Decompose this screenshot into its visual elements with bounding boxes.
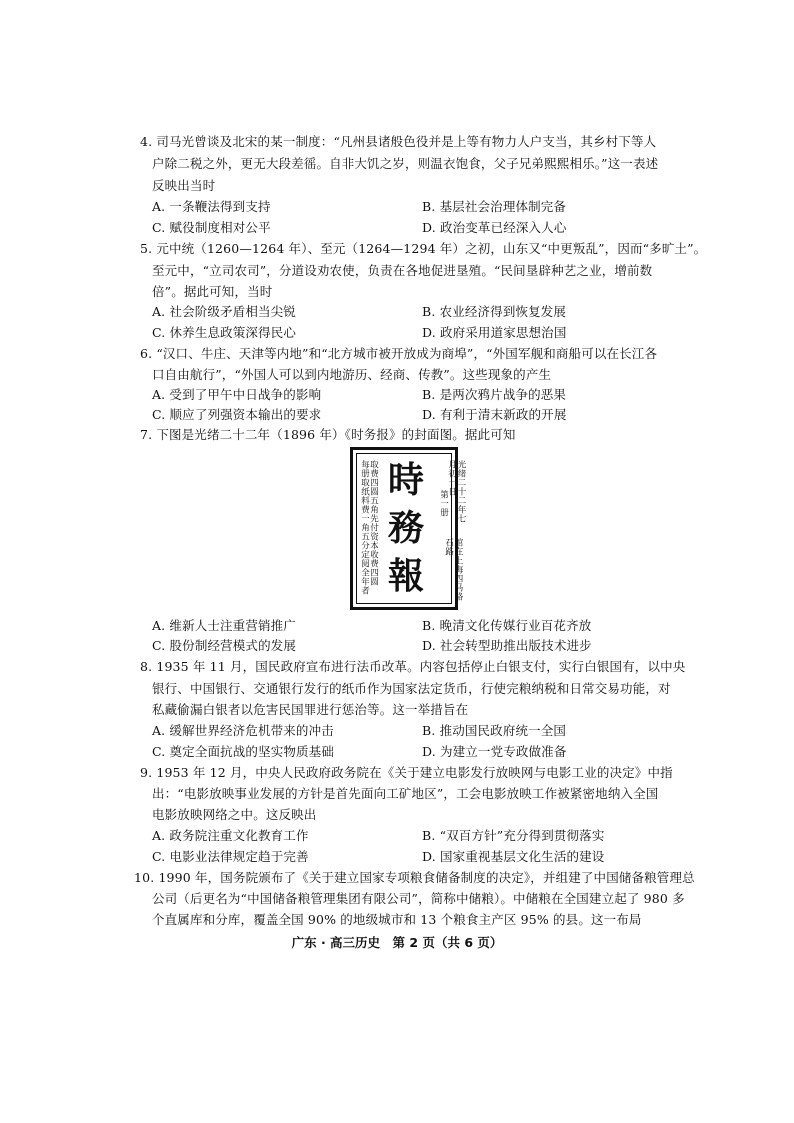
q8-stem-line-2: 银行、中国银行、交通银行发行的纸币作为国家法定货币，行使完粮纳税和日常交易功能，对 [152,681,671,696]
q6-option-c: C. 顺应了列强资本输出的要求 [152,407,322,422]
q9-stem-line-3: 电影放映网络之中。这反映出 [152,807,317,822]
q8-stem-line-3: 私藏偷漏白银者以危害民国罪进行惩治等。这一举措旨在 [152,702,469,717]
q7-option-b: B. 晚清文化传媒行业百花齐放 [422,618,592,633]
q5-option-d: D. 政府采用道家思想治国 [422,325,567,340]
q9-option-c: C. 电影业法律规定趋于完善 [152,849,309,864]
q5-option-a: A. 社会阶级矛盾相当尖锐 [152,304,296,319]
masthead-char-3: 報 [387,555,424,597]
q8-option-a: A. 缓解世界经济危机带来的冲击 [152,723,334,738]
q4-stem-line-1: 4. 司马光曾谈及北宋的某一制度：“凡州县诸般色役并是上等有物力人户支当，其乡村下等人 [140,134,657,149]
q6-option-d: D. 有利于清末新政的开展 [422,407,567,422]
cover-address-text: 馆在上海四马路石路 [443,538,463,601]
q4-option-b: B. 基层社会治理体制完备 [422,199,567,214]
cover-date-text: 光绪二十二年七月初一日 [446,460,466,523]
q10-stem-line-3: 个直属库和分库，覆盖全国 90% 的地级城市和 13 个粮食主产区 95% 的县。这一布局 [152,912,642,927]
masthead-char-1: 時 [387,459,424,501]
q5-stem-line-1: 5. 元中统（1260—1264 年）、至元（1264—1294 年）之初，山东又“中更叛乱”，因而“多旷土”。 [140,241,707,256]
q8-stem-line-1: 8. 1935 年 11 月，国民政府宣布进行法币改革。内容包括停止白银支付，实行白银国有，以中央 [140,659,686,674]
q9-stem-line-2: 出：“电影放映事业发展的方针是首先面向工矿地区”，工会电影放映工作被紧密地纳入全国 [152,786,659,801]
cover-price-text-2: 取费四圆五角先付资本收费四圆 [368,460,379,586]
q9-stem-line-1: 9. 1953 年 12 月，中央人民政府政务院在《关于建立电影发行放映网与电影工业的决定》中指 [140,765,673,780]
q6-stem-line-2: 口自由航行”，“外国人可以到内地游历、经商、传教”。这些现象的产生 [152,367,552,382]
q6-option-b: B. 是两次鸦片战争的恶果 [422,387,567,402]
cover-issue-text: 第一册 [438,490,449,517]
q6-stem-line-1: 6. “汉口、牛庄、天津等内地”和“北方城市被开放成为商埠”，“外国军舰和商船可以在长江各 [140,346,658,361]
shiwubao-cover-figure [350,447,466,610]
q5-stem-line-2: 至元中，“立司农司”，分道设劝农使，负责在各地促进垦殖。“民间垦辟种艺之业，增前数 [152,263,653,278]
q7-stem-line-1: 7. 下图是光绪二十二年（1896 年）《时务报》的封面图。据此可知 [140,427,516,442]
q8-option-c: C. 奠定全面抗战的坚实物质基础 [152,744,334,759]
q4-option-d: D. 政治变革已经深入人心 [422,220,567,235]
cover-price-text-1: 每册取纸料费一角五分定阅全年者 [359,460,370,595]
q7-option-d: D. 社会转型助推出版技术进步 [422,638,592,653]
q7-option-c: C. 股份制经营模式的发展 [152,638,297,653]
q9-option-b: B. “双百方针”充分得到贯彻落实 [422,828,605,843]
page-footer: 广东 · 高三历史 第 2 页（共 6 页） [291,935,503,950]
q4-option-c: C. 赋役制度相对公平 [152,220,271,235]
q10-stem-line-1: 10. 1990 年，国务院颁布了《关于建立国家专项粮食储备制度的决定》，并组建了中国储备粮管理总 [134,870,695,885]
q9-option-a: A. 政务院注重文化教育工作 [152,828,309,843]
q10-stem-line-2: 公司（后更名为“中国储备粮管理集团有限公司”，简称中储粮）。中储粮在全国建立起了 980 多 [152,891,685,906]
q4-stem-line-2: 户除二税之外，更无大段差徭。自非大饥之岁，则温衣饱食，父子兄弟熙熙相乐。”这一表述 [152,156,659,171]
masthead-char-2: 務 [387,507,424,549]
q4-option-a: A. 一条鞭法得到支持 [152,199,271,214]
q7-option-a: A. 维新人士注重营销推广 [152,618,296,633]
q8-option-d: D. 为建立一党专政做准备 [422,744,567,759]
q6-option-a: A. 受到了甲午中日战争的影响 [152,387,322,402]
q9-option-d: D. 国家重视基层文化生活的建设 [422,849,605,864]
q5-option-b: B. 农业经济得到恢复发展 [422,304,567,319]
q8-option-b: B. 推动国民政府统一全国 [422,723,567,738]
q4-stem-line-3: 反映出当时 [152,178,216,193]
q5-stem-line-3: 倍”。据此可知，当时 [152,284,273,299]
q5-option-c: C. 休养生息政策深得民心 [152,325,297,340]
